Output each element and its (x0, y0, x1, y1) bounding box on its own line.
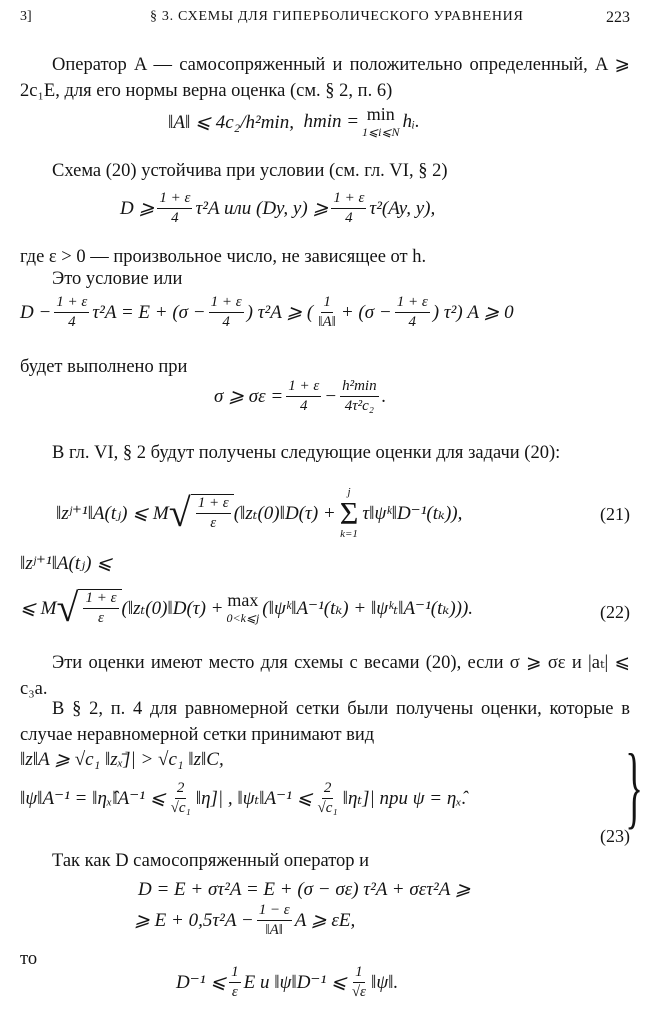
paragraph-nonuniform-grid: В § 2, п. 4 для равномерной сетки были получены оценки, которые в случае неравномерной сетки принимают вид (20, 699, 630, 745)
equation-number-22: (22) (600, 602, 630, 622)
equation-23-line2: ‖ψ‖A⁻¹ = ‖ηₓ̂‖A⁻¹ ⩽ $\frac{2}{\text{√c₁}}$ ‖η]| , ‖ψₜ‖A⁻¹ ⩽ $\frac{2}{\text{√c₁}}$ ‖ηₜ]| при ψ = ηₓ̂. (20, 780, 467, 816)
equation-d-inverse: D⁻¹ ⩽ $\frac{1}{\varepsilon}$ E и ‖ψ‖D⁻¹ ⩽ $\frac{1}{√\varepsilon}$ ‖ψ‖. (176, 964, 399, 1000)
running-header (0, 9, 650, 31)
paragraph-self-adjoint: Так как D самосопряженный оператор и (52, 851, 370, 871)
equation-number-23: (23) (600, 826, 630, 846)
paragraph-weights: Эти оценки имеют место для схемы с весами (20), если σ ⩾ σε и |aₜ| ⩽ c₃a. (20, 653, 630, 699)
header-left: 3] (20, 9, 32, 24)
equation-22-line1: ‖zʲ⁺¹‖A(tⱼ) ⩽ (20, 553, 113, 574)
equation-d-line1: D = E + στ²A = E + (σ − σε) τ²A + σετ²A ⩾ (138, 879, 471, 900)
paragraph-stability: Схема (20) устойчива при условии (см. гл. VI, § 2) (52, 161, 448, 181)
paragraph-epsilon: где ε > 0 — произвольное число, не зависящее от h. (20, 247, 427, 267)
equation-number-21: (21) (600, 504, 630, 524)
page-number: 223 (606, 9, 630, 26)
equation-condition-expansion: D − $\frac{1 + \varepsilon}{4}$ τ²A = E + (σ − $\frac{1 + \varepsilon}{4}$ ) τ²A ⩾ ( $\frac{1}{‖A‖}$ + (σ − $\frac{1 + \varepsilon}{4}$ ) τ²) A ⩾ 0 (20, 294, 514, 330)
equation-norm-a: ‖A‖ ⩽ 4c₂/h²min, hmin = min 1⩽i⩽N hᵢ. (168, 104, 420, 139)
equation-23-line1: ‖z‖A ⩾ √c₁ ‖zₓ̄]| > √c₁ ‖z‖C, (20, 749, 224, 770)
equation-21: ‖zʲ⁺¹‖A(tⱼ) ⩽ M √ $\frac{1 + \varepsilon}{\varepsilon}$ (‖zₜ(0)‖D(τ) + j Σ k=1 τ‖ψᵏ‖D⁻¹(tₖ)), (56, 486, 463, 540)
header-title: § 3. СХЕМЫ ДЛЯ ГИПЕРБОЛИЧЕСКОГО УРАВНЕНИЯ (150, 9, 524, 24)
paragraph-estimates: В гл. VI, § 2 будут получены следующие оценки для задачи (20): (52, 443, 561, 463)
equation-22-line2: ⩽ M √ $\frac{1 + \varepsilon}{\varepsilon}$ (‖zₜ(0)‖D(τ) + max 0<k⩽j (‖ψᵏ‖A⁻¹(tₖ) + ‖ψᵏₜ‖A⁻¹(tₖ))). (20, 585, 474, 630)
equation-d-line2: ⩾ E + 0,5τ²A − $\frac{1 - \varepsilon}{‖A‖}$ A ⩾ εE, (134, 902, 356, 938)
paragraph-operator-a: Оператор A — самосопряженный и положительно определенный, A ⩾ 2c₁E, для его нормы верна оценка (см. § 2, п. 6) (20, 55, 630, 101)
right-brace: } (625, 735, 643, 837)
paragraph-fulfilled: будет выполнено при (20, 357, 188, 377)
paragraph-condition: Это условие или (52, 269, 183, 289)
equation-sigma-epsilon: σ ⩾ σε = $\frac{1 + \varepsilon}{4}$ − $\frac{\text{h²min}}{\text{4τ²c₂}}$ . (214, 378, 387, 414)
equation-stability-condition: D ⩾ $\frac{1 + \varepsilon}{4}$ τ²A или (Dy, y) ⩾ $\frac{1 + \varepsilon}{4}$ τ²(Ay, y), (120, 190, 436, 226)
paragraph-then: то (20, 949, 38, 969)
